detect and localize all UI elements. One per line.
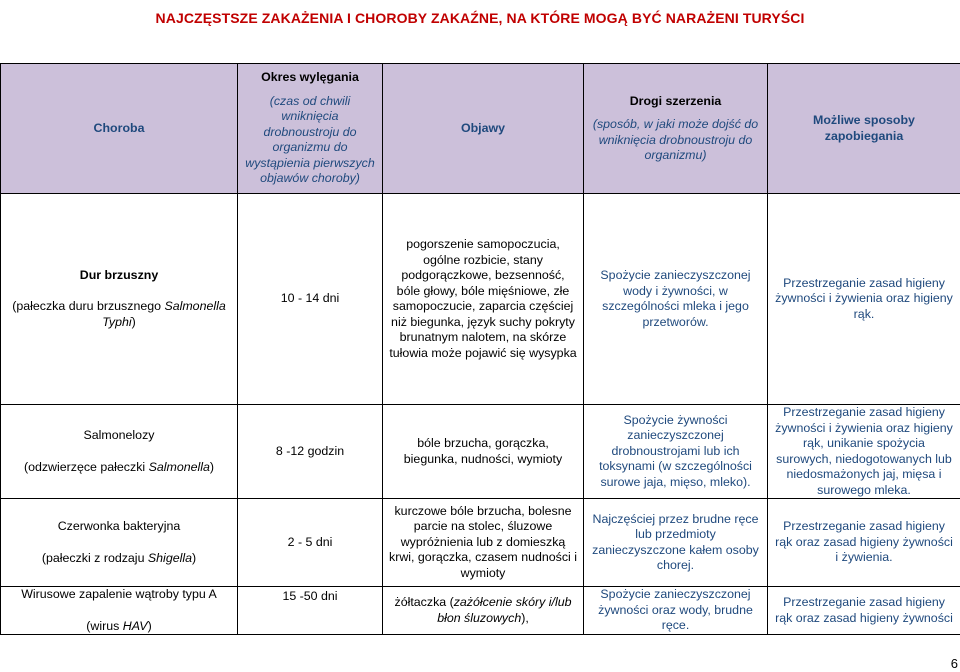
incubation-cell: 8 -12 godzin xyxy=(238,405,383,499)
prevention-cell: Przestrzeganie zasad higieny żywności i żywienia oraz higieny rąk, unikanie spożycia surowych, niedogotowanych lub niedosmażonych jaj, mięsa i surowego mleka. xyxy=(768,405,960,499)
header-transmission-title: Drogi szerzenia xyxy=(629,93,722,108)
symptoms-cell: bóle brzucha, gorączka, biegunka, nudności, wymioty xyxy=(383,405,584,499)
disease-name: Dur brzuszny xyxy=(79,267,159,282)
transmission-cell: Spożycie zanieczyszczonej żywności oraz wody, brudne ręce. xyxy=(584,587,768,635)
header-disease: Choroba xyxy=(1,64,238,194)
header-transmission xyxy=(584,64,768,194)
incubation-cell: 10 - 14 dni xyxy=(238,194,383,405)
disease-name: Czerwonka bakteryjna xyxy=(57,519,181,533)
header-incubation-note: (czas od chwili wniknięcia drobnoustroju do organizmu do wystąpienia pierwszych objawów choroby) xyxy=(245,93,375,186)
prevention-cell: Przestrzeganie zasad higieny rąk oraz zasad higieny żywności i żywienia. xyxy=(768,499,960,587)
transmission-cell: Spożycie żywności zanieczyszczonej drobnoustrojami lub ich toksynami (w szczególności surowe jaja, mięso, mleko). xyxy=(584,405,768,499)
symptoms-cell: kurczowe bóle brzucha, bolesne parcie na stolec, śluzowe wypróżnienia lub z domieszką krwi, gorączka, czasem nudności i wymioty xyxy=(383,499,584,587)
symptoms-cell: żółtaczka (zażółcenie skóry i/lub błon śluzowych), xyxy=(383,587,584,635)
disease-cause: (odzwierzęce pałeczki Salmonella) xyxy=(23,459,215,474)
table-header-row xyxy=(1,64,960,194)
page-title: NAJCZĘSTSZE ZAKAŻENIA I CHOROBY ZAKAŹNE, NA KTÓRE MOGĄ BYĆ NARAŻENI TURYŚCI xyxy=(155,10,805,26)
disease-cell xyxy=(1,499,238,587)
header-prevention: Możliwe sposoby zapobiegania xyxy=(768,64,960,194)
disease-name: Salmonelozy xyxy=(83,428,155,442)
table-row xyxy=(1,405,960,499)
disease-cause: (pałeczka duru brzusznego Salmonella Typhi) xyxy=(12,299,226,329)
disease-cell xyxy=(1,194,238,405)
transmission-cell: Spożycie zanieczyszczonej wody i żywności, w szczególności mleka i jego przetworów. xyxy=(584,194,768,405)
header-incubation-title: Okres wylęgania xyxy=(261,70,359,85)
incubation-cell: 15 -50 dni xyxy=(238,587,383,635)
disease-cause: (wirus HAV) xyxy=(86,618,152,633)
disease-cell xyxy=(1,405,238,499)
disease-cell xyxy=(1,587,238,635)
prevention-cell: Przestrzeganie zasad higieny żywności i żywienia oraz higieny rąk. xyxy=(768,194,960,405)
page-number: 6 xyxy=(950,656,958,671)
disease-cause: (pałeczki z rodzaju Shigella) xyxy=(41,550,197,565)
disease-name: Wirusowe zapalenie wątroby typu A xyxy=(21,587,217,601)
table-row xyxy=(1,194,960,405)
header-incubation xyxy=(238,64,383,194)
header-transmission-note: (sposób, w jaki może dojść do wniknięcia drobnoustroju do organizmu) xyxy=(592,117,759,162)
header-symptoms: Objawy xyxy=(383,64,584,194)
table-row xyxy=(1,499,960,587)
diseases-table xyxy=(0,63,960,635)
table-row xyxy=(1,587,960,635)
incubation-cell: 2 - 5 dni xyxy=(238,499,383,587)
symptoms-cell: pogorszenie samopoczucia, ogólne rozbicie, stany podgorączkowe, bezsenność, bóle głowy, bóle mięśniowe, złe samopoczucie, zaparcia częściej niż biegunka, język suchy pokryty brunatnym nalotem, na skórze tułowia może pojawić się wysypka xyxy=(383,194,584,405)
transmission-cell: Najczęściej przez brudne ręce lub przedmioty zanieczyszczone kałem osoby chorej. xyxy=(584,499,768,587)
prevention-cell: Przestrzeganie zasad higieny rąk oraz zasad higieny żywności xyxy=(768,587,960,635)
